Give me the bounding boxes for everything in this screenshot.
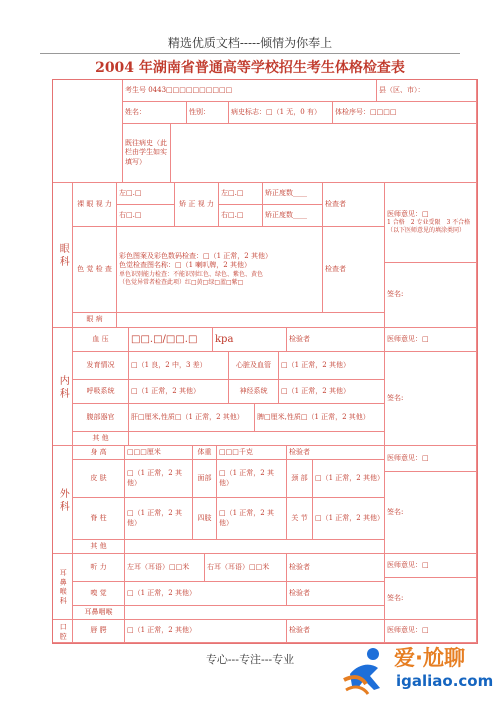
internal-opinion-field[interactable]: 医师意见：□ [385,328,477,352]
corrected-vision-label: 矫 正 视 力 [175,183,219,227]
smell-field[interactable]: □（1 正常，2 其他） [125,582,287,606]
neck-label: 颈 部 [287,460,313,498]
oral-examiner-label: 检验者 [287,620,385,643]
internal-other-field[interactable] [129,432,385,446]
internal-sign-field[interactable]: 签名: [385,352,477,446]
history-field[interactable] [171,124,477,183]
corrected-right-field[interactable]: 右□.□ [219,205,263,227]
surgery-sign-field[interactable]: 签名: [385,472,477,554]
logo-cn-text: 爱·尬聊 [394,646,465,670]
bp-field[interactable]: □□.□/□□.□ [129,328,213,352]
disability-field[interactable]: 病史标志：□（1 无，0 有） [229,102,333,124]
liver-field[interactable]: 肝□厘米,性质□（1 正常，2 其他） [129,404,255,432]
name-field[interactable]: 姓名： [123,102,187,124]
neuro-field[interactable]: □（1 正常，2 其他） [279,380,385,404]
smell-label: 嗅 觉 [73,582,125,606]
eye-sign-field[interactable]: 签名: [385,263,477,328]
color-test-line2: 色觉检查图名称：□（1 喇叭牌，2 其他） [119,261,251,270]
diopter-left-field[interactable]: 矫正度数____ [263,183,323,205]
photo-box [53,80,123,183]
face-label: 面部 [193,460,217,498]
ent-disease-field[interactable] [125,606,385,620]
right-ear-field[interactable]: 右耳（耳语）□□米 [205,554,287,582]
naked-left-field[interactable]: 左□.□ [117,183,175,205]
development-field[interactable]: □（1 良，2 中，3 差） [129,352,229,380]
color-test-line3: 单色识别能力检查：不能识别红色、绿色、紫色、黄色 [119,270,264,278]
joints-field[interactable]: □（1 正常，2 其他） [313,498,385,540]
naked-right-field[interactable]: 右□.□ [117,205,175,227]
oral-opinion-field[interactable]: 医师意见：□ [385,620,477,643]
surgery-examiner-label: 检验者 [287,446,385,460]
limbs-label: 四肢 [193,498,217,540]
spine-label: 脊 柱 [73,498,125,540]
exam-form [52,79,478,644]
face-field[interactable]: □（1 正常，2 其他） [217,460,287,498]
color-vision-label: 色 觉 检 查 [73,227,117,313]
page-footer: 专心---专注---专业 [205,653,295,666]
corrected-left-field[interactable]: 左□.□ [219,183,263,205]
spleen-field[interactable]: 脾□厘米,性质□（1 正常，2 其他） [255,404,385,432]
oral-section-label: 口 腔 [53,620,73,643]
color-test-line1: 彩色图案及彩色数码检查：□（1 正常，2 其他） [119,251,272,260]
exam-no-field[interactable]: 考生号 0443□□□□□□□□□□ [123,80,377,102]
form-title: 2004 年湖南省普通高等学校招生考生体格检查表 [95,60,405,76]
internal-other-label: 其 他 [73,432,129,446]
left-ear-field[interactable]: 左耳（耳语）□□米 [125,554,205,582]
lip-field[interactable]: □（1 正常，2 其他） [125,620,287,643]
eye-section-label: 眼 科 [53,183,73,328]
spine-field[interactable]: □（1 正常，2 其他） [125,498,193,540]
weight-field[interactable]: □□□千克 [217,446,287,460]
surgery-other-label: 其 他 [73,540,125,554]
lip-label: 唇 腭 [73,620,125,643]
header-divider [40,53,460,54]
limbs-field[interactable]: □（1 正常，2 其他） [217,498,287,540]
county-field[interactable]: 县（区、市）： [377,80,477,102]
runner-logo-icon [340,644,396,700]
hearing-examiner-label: 检验者 [287,554,385,582]
color-test-line4: （色觉异常者检查此项）红□黄□绿□蓝□紫□ [119,278,244,286]
color-examiner-label: 检查者 [323,227,385,313]
ent-section-label: 耳 鼻 喉 科 [53,554,73,620]
naked-vision-label: 裸 眼 视 力 [73,183,117,227]
check-no-field[interactable]: 体检序号：□□□□ [333,102,477,124]
hearing-label: 听 力 [73,554,125,582]
history-label: 既往病史（此栏由学生如实填写） [123,124,171,183]
diopter-right-field[interactable]: 矫正度数____ [263,205,323,227]
color-vision-block[interactable] [117,227,323,313]
weight-label: 体重 [193,446,217,460]
internal-section-label: 内 科 [53,328,73,446]
eye-opinion-block[interactable] [385,183,477,263]
abdomen-label: 腹部器官 [73,404,129,432]
page-header: 精选优质文档-----倾情为你奉上 [167,36,333,50]
neck-field[interactable]: □（1 正常，2 其他） [313,460,385,498]
respiratory-field[interactable]: □（1 正常，2 其他） [129,380,229,404]
height-field[interactable]: □□□厘米 [125,446,193,460]
heart-label: 心脏及血管 [229,352,279,380]
ent-opinion-field[interactable]: 医师意见：□ [385,554,477,578]
ent-disease-label: 耳鼻咽喉 [73,606,125,620]
heart-field[interactable]: □（1 正常，2 其他） [279,352,385,380]
height-label: 身 高 [73,446,125,460]
respiratory-label: 呼吸系统 [73,380,129,404]
bp-unit: kpa [213,328,287,352]
logo-en-text: igaliao.com [396,672,494,690]
skin-field[interactable]: □（1 正常，2 其他） [125,460,193,498]
gender-field[interactable]: 性别： [187,102,229,124]
neuro-label: 神经系统 [229,380,279,404]
bp-label: 血 压 [73,328,129,352]
internal-examiner-label: 检验者 [287,328,385,352]
eye-opinion-options: 1 合格 2 专业受限 3 不合格 （以下医师意见的填涂类同） [387,219,477,235]
surgery-section-label: 外 科 [53,446,73,554]
skin-label: 皮 肤 [73,460,125,498]
eye-disease-label: 眼 病 [73,313,117,328]
development-label: 发育情况 [73,352,129,380]
eye-disease-field[interactable] [117,313,385,328]
watermark-logo [340,640,500,708]
joints-label: 关 节 [287,498,313,540]
smell-examiner-label: 检验者 [287,582,385,606]
surgery-other-field[interactable] [125,540,385,554]
surgery-opinion-field[interactable]: 医师意见：□ [385,446,477,472]
eye-opinion-label: 医师意见：□ [387,209,429,218]
ent-sign-field[interactable]: 签名: [385,578,477,620]
eye-examiner-label: 检查者 [323,183,385,227]
